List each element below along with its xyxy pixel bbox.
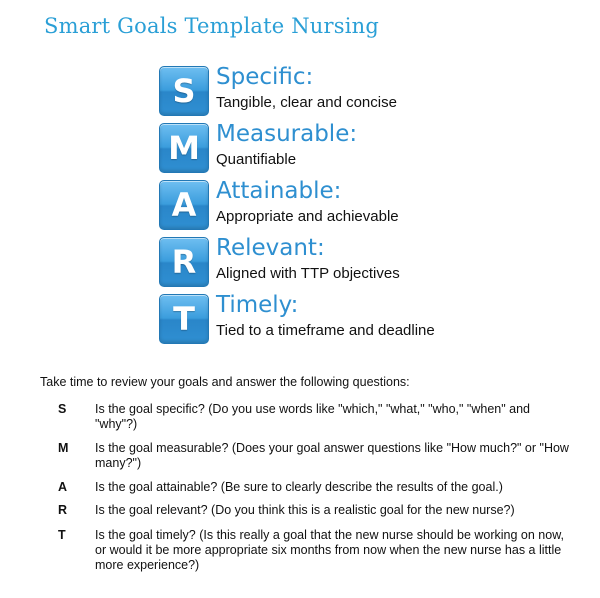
smart-word: Timely:	[216, 292, 299, 318]
question-text: Is the goal measurable? (Does your goal answer questions like "How much?" or "How many?")	[95, 441, 569, 470]
smart-description: Aligned with TTP objectives	[216, 265, 400, 282]
smart-description: Appropriate and achievable	[216, 208, 399, 225]
question-letter: M	[58, 441, 69, 455]
smart-letter-tile: M	[159, 123, 209, 173]
smart-row-measurable	[159, 123, 489, 173]
smart-word: Measurable:	[216, 121, 358, 147]
page-title: Smart Goals Template Nursing	[44, 14, 380, 38]
smart-letter-tile: T	[159, 294, 209, 344]
questions-intro: Take time to review your goals and answer the following questions:	[40, 375, 410, 389]
question-text: Is the goal timely? (Is this really a goal that the new nurse should be working on now, or would it be more appropriate six months from now when the new nurse has a little more experience?)	[95, 528, 565, 572]
smart-row-timely	[159, 294, 489, 344]
question-text: Is the goal attainable? (Be sure to clearly describe the results of the goal.)	[95, 480, 503, 494]
question-letter: T	[58, 528, 66, 542]
question-text: Is the goal specific? (Do you use words like "which," "what," "who," "when" and "why"?)	[95, 402, 531, 431]
smart-row-specific	[159, 66, 489, 116]
smart-row-attainable	[159, 180, 489, 230]
smart-word: Specific:	[216, 64, 314, 90]
question-letter: S	[58, 402, 67, 416]
smart-description: Tangible, clear and concise	[216, 94, 397, 111]
question-letter: R	[58, 503, 68, 517]
smart-letter-tile: S	[159, 66, 209, 116]
smart-description: Quantifiable	[216, 151, 297, 168]
question-letter: A	[58, 480, 68, 494]
smart-letter-tile: A	[159, 180, 209, 230]
question-text: Is the goal relevant? (Do you think this is a realistic goal for the new nurse?)	[95, 503, 515, 517]
smart-word: Attainable:	[216, 178, 342, 204]
smart-row-relevant	[159, 237, 489, 287]
smart-description: Tied to a timeframe and deadline	[216, 322, 435, 339]
smart-letter-tile: R	[159, 237, 209, 287]
smart-word: Relevant:	[216, 235, 325, 261]
